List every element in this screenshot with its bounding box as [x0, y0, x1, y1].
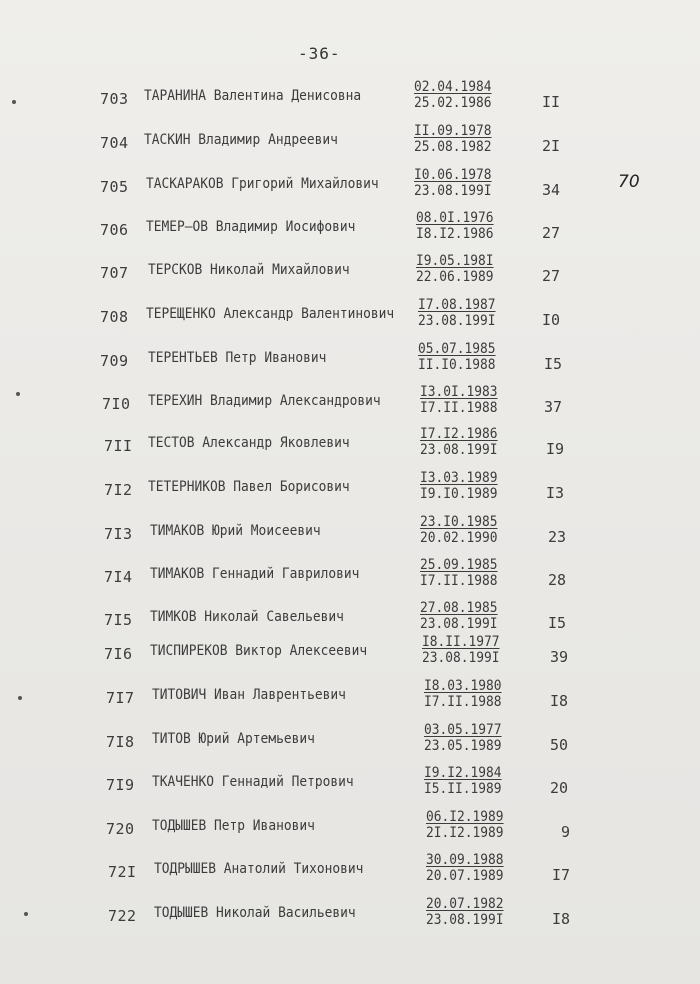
start-date: I8.03.1980: [424, 678, 502, 694]
date-range: [414, 123, 492, 155]
end-date: 20.02.1990: [420, 530, 498, 546]
count-value: 28: [547, 571, 566, 589]
date-range: [420, 384, 498, 416]
list-item: [0, 253, 700, 298]
count-value: 27: [541, 224, 560, 242]
list-item: [0, 852, 700, 897]
person-name: ТЕРЕХИН Владимир Александрович: [148, 393, 381, 409]
list-item: [0, 896, 700, 941]
date-range: [416, 253, 494, 285]
person-name: ТИТОВИЧ Иван Лаврентьевич: [152, 687, 346, 703]
entry-number: 707: [100, 264, 129, 282]
start-date: 27.08.1985: [420, 600, 498, 616]
handwritten-margin-note: 70: [618, 172, 640, 192]
person-name: ТОДЫШЕВ Николай Васильевич: [154, 905, 356, 921]
date-range: [424, 678, 502, 710]
count-value: I5: [543, 355, 562, 373]
entry-number: 706: [100, 221, 129, 239]
list-item: [0, 678, 700, 723]
entry-number: 7I3: [104, 525, 133, 543]
count-value: I8: [551, 910, 570, 928]
entry-number: 7I6: [104, 645, 133, 663]
end-date: I8.I2.1986: [416, 226, 494, 242]
date-range: [426, 896, 504, 928]
end-date: 23.08.199I: [420, 442, 498, 458]
date-range: [420, 470, 498, 502]
list-item: [0, 341, 700, 386]
date-range: [416, 210, 494, 242]
date-range: [418, 341, 496, 373]
person-name: ТКАЧЕНКО Геннадий Петрович: [152, 774, 354, 790]
start-date: I7.08.1987: [418, 297, 496, 313]
date-range: [418, 297, 496, 329]
list-item: [0, 557, 700, 602]
person-name: ТЕСТОВ Александр Яковлевич: [148, 435, 350, 451]
date-range: [420, 557, 498, 589]
list-item: [0, 600, 700, 645]
end-date: 23.05.1989: [424, 738, 502, 754]
count-value: 34: [541, 181, 560, 199]
start-date: 08.0I.1976: [416, 210, 494, 226]
list-item: [0, 79, 700, 124]
count-value: 9: [560, 823, 570, 841]
person-name: ТАСКИН Владимир Андреевич: [144, 132, 338, 148]
end-date: I7.II.1988: [424, 694, 502, 710]
person-name: ТЕРЕЩЕНКО Александр Валентинович: [146, 306, 395, 322]
end-date: 23.08.199I: [422, 650, 500, 666]
list-item: [0, 123, 700, 168]
person-name: ТЕМЕР—ОВ Владимир Иосифович: [146, 219, 356, 235]
end-date: II.I0.1988: [418, 357, 496, 373]
start-date: I8.II.1977: [422, 634, 500, 650]
person-name: ТОДРЫШЕВ Анатолий Тихонович: [154, 861, 364, 877]
list-item: [0, 210, 700, 255]
list-item: [0, 514, 700, 559]
entry-number: 703: [100, 90, 129, 108]
count-value: I8: [549, 692, 568, 710]
start-date: I9.I2.1984: [424, 765, 502, 781]
date-range: [426, 852, 504, 884]
date-range: [422, 634, 500, 666]
count-value: II: [541, 93, 560, 111]
start-date: 30.09.1988: [426, 852, 504, 868]
entry-number: 709: [100, 352, 129, 370]
count-value: 20: [549, 779, 568, 797]
date-range: [426, 809, 504, 841]
list-item: [0, 634, 700, 679]
count-value: I3: [545, 484, 564, 502]
person-name: ТИМАКОВ Геннадий Гаврилович: [150, 566, 360, 582]
person-name: ТИМАКОВ Юрий Моисеевич: [150, 523, 321, 539]
entry-number: 722: [108, 907, 137, 925]
start-date: I3.0I.1983: [420, 384, 498, 400]
entry-number: 7I2: [104, 481, 133, 499]
end-date: 25.08.1982: [414, 139, 492, 155]
entry-number: 7I9: [106, 776, 135, 794]
start-date: 03.05.1977: [424, 722, 502, 738]
date-range: [420, 426, 498, 458]
list-item: [0, 167, 700, 212]
end-date: I9.I0.1989: [420, 486, 498, 502]
count-value: 23: [547, 528, 566, 546]
start-date: I0.06.1978: [414, 167, 492, 183]
end-date: 23.08.199I: [426, 912, 504, 928]
count-value: I7: [551, 866, 570, 884]
end-date: 23.08.199I: [414, 183, 492, 199]
end-date: 23.08.199I: [418, 313, 496, 329]
start-date: 06.I2.1989: [426, 809, 504, 825]
entry-number: 7I4: [104, 568, 133, 586]
entry-number: 720: [106, 820, 135, 838]
person-name: ТИСПИРЕКОВ Виктор Алексеевич: [150, 643, 368, 659]
start-date: I7.I2.1986: [420, 426, 498, 442]
page-number: -36-: [298, 44, 341, 63]
person-name: ТОДЫШЕВ Петр Иванович: [152, 818, 315, 834]
person-name: ТИТОВ Юрий Артемьевич: [152, 731, 315, 747]
person-name: ТЕРСКОВ Николай Михайлович: [148, 262, 350, 278]
list-item: [0, 722, 700, 767]
count-value: 39: [549, 648, 568, 666]
entry-number: 7II: [104, 437, 133, 455]
person-name: ТЕРЕНТЬЕВ Петр Иванович: [148, 350, 327, 366]
entry-number: 704: [100, 134, 129, 152]
end-date: I7.II.1988: [420, 573, 498, 589]
start-date: 02.04.1984: [414, 79, 492, 95]
person-name: ТИМКОВ Николай Савельевич: [150, 609, 344, 625]
date-range: [420, 514, 498, 546]
end-date: 25.02.1986: [414, 95, 492, 111]
end-date: I7.II.1988: [420, 400, 498, 416]
date-range: [414, 79, 492, 111]
entry-number: 7I8: [106, 733, 135, 751]
start-date: I3.03.1989: [420, 470, 498, 486]
date-range: [424, 765, 502, 797]
start-date: I9.05.198I: [416, 253, 494, 269]
list-item: [0, 426, 700, 471]
start-date: II.09.1978: [414, 123, 492, 139]
date-range: [414, 167, 492, 199]
person-name: ТАСКАРАКОВ Григорий Михайлович: [146, 176, 379, 192]
count-value: I5: [547, 614, 566, 632]
end-date: 23.08.199I: [420, 616, 498, 632]
count-value: 50: [549, 736, 568, 754]
entry-number: 7I5: [104, 611, 133, 629]
end-date: I5.II.1989: [424, 781, 502, 797]
entry-number: 72I: [108, 863, 137, 881]
end-date: 20.07.1989: [426, 868, 504, 884]
list-item: [0, 297, 700, 342]
start-date: 20.07.1982: [426, 896, 504, 912]
list-item: [0, 384, 700, 429]
count-value: 2I: [541, 137, 560, 155]
date-range: [420, 600, 498, 632]
entry-number: 705: [100, 178, 129, 196]
entry-number: 7I7: [106, 689, 135, 707]
count-value: 27: [541, 267, 560, 285]
person-name: ТЕТЕРНИКОВ Павел Борисович: [148, 479, 350, 495]
start-date: 05.07.1985: [418, 341, 496, 357]
list-item: [0, 470, 700, 515]
count-value: I9: [545, 440, 564, 458]
list-item: [0, 765, 700, 810]
entry-number: 7I0: [102, 395, 131, 413]
date-range: [424, 722, 502, 754]
start-date: 25.09.1985: [420, 557, 498, 573]
entry-number: 708: [100, 308, 129, 326]
end-date: 22.06.1989: [416, 269, 494, 285]
count-value: 37: [543, 398, 562, 416]
person-name: ТАРАНИНА Валентина Денисовна: [144, 88, 362, 104]
count-value: I0: [541, 311, 560, 329]
list-item: [0, 809, 700, 854]
end-date: 2I.I2.1989: [426, 825, 504, 841]
start-date: 23.I0.1985: [420, 514, 498, 530]
